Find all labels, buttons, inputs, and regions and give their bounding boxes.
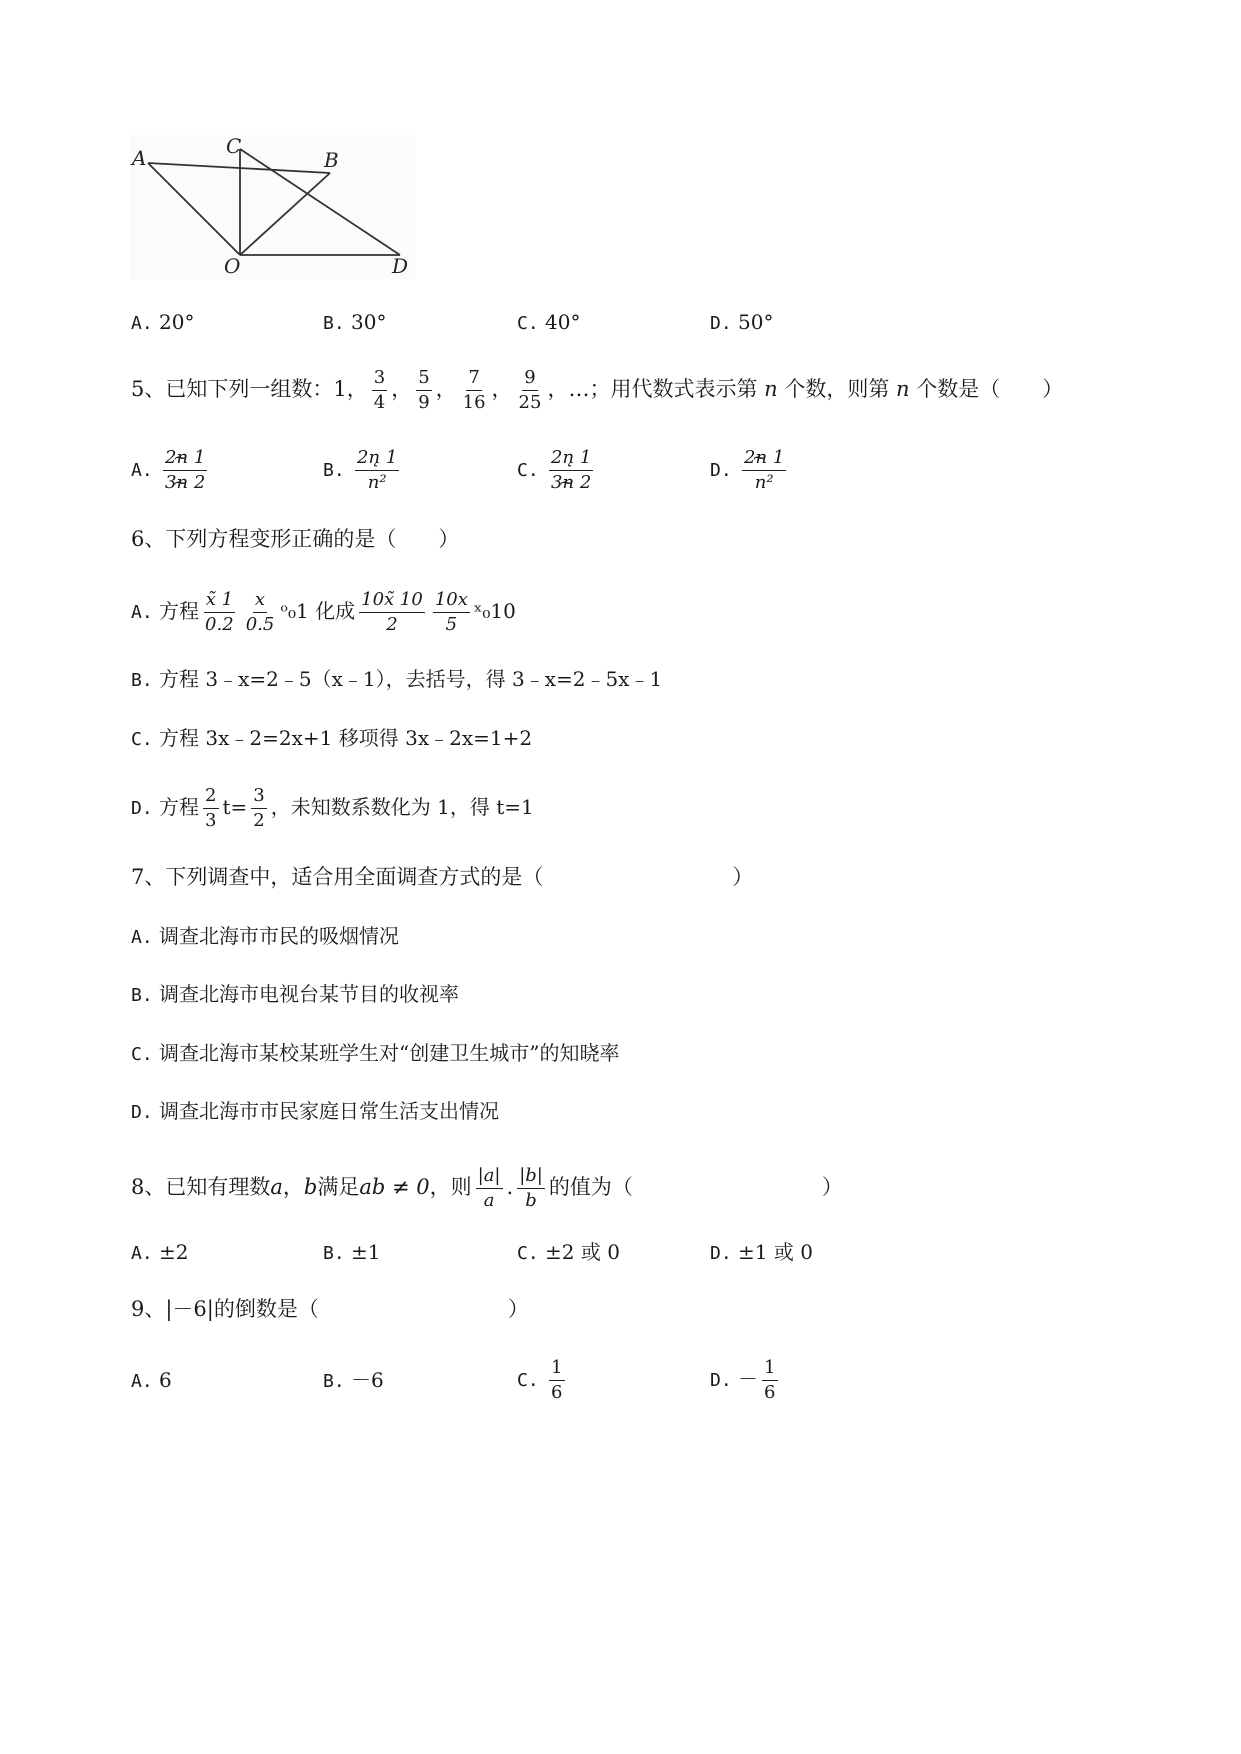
q5-option-d-fraction: $\frac{2n̴ 1}{\text{n²}}$ — [744, 447, 785, 493]
q4-option-a: A. 20° — [131, 310, 195, 334]
q8-option-b: B. ±1 — [323, 1240, 381, 1264]
q5-fraction-1: $\frac{3}{4}$ — [373, 367, 386, 413]
q6-a-fraction-1: $\frac{x̃ 1}{0.2}$ — [205, 589, 234, 635]
q8-fraction-b: $\frac{|b|}{b}$ — [519, 1165, 543, 1211]
q5-option-a: A. $\frac{2n̴ 1}{3n̴ 2}$ — [131, 447, 206, 493]
q8-stem: 8、已知有理数a，b满足ab ≠ 0，则 $\frac{|a|}{a}$ . $\frac{|b|}{b}$ 的值为（ ） — [131, 1165, 843, 1211]
q6-a-fraction-2: $\frac{x}{0.5}$ — [245, 589, 275, 635]
q7-option-b: B. 调查北海市电视台某节目的收视率 — [131, 982, 460, 1006]
q5-fraction-3: $\frac{7}{16}$ — [462, 367, 486, 413]
q7-option-d: D. 调查北海市市民家庭日常生活支出情况 — [131, 1099, 500, 1123]
q5-fraction-4: $\frac{9}{25}$ — [518, 367, 542, 413]
point-label-d: D — [392, 254, 409, 278]
q4-option-b: B. 30° — [323, 310, 387, 334]
q5-option-d: D. $\frac{2n̴ 1}{\text{n²}}$ — [710, 447, 785, 493]
q5-option-b-fraction: $\frac{2n̨ 1}{\text{n²}}$ — [357, 447, 398, 493]
q9-option-a: A. 6 — [131, 1368, 172, 1392]
q8-fraction-a: $\frac{|a|}{a}$ — [477, 1165, 501, 1211]
point-label-o: O — [224, 254, 241, 278]
q7-option-c: C. 调查北海市某校某班学生对“创建卫生城市”的知晓率 — [131, 1041, 620, 1065]
q6-stem: 6、下列方程变形正确的是（ ） — [131, 527, 460, 551]
point-label-a: A — [132, 146, 147, 170]
q6-option-c: C. 方程 3x﹣2=2x+1 移项得 3x﹣2x=1+2 — [131, 726, 533, 750]
q9-option-c: C. $\frac{1}{6}$ — [517, 1357, 563, 1403]
q9-option-c-fraction: $\frac{1}{6}$ — [551, 1357, 563, 1403]
q6-option-d: D. 方程 $\frac{2}{3}$ t= $\frac{3}{2}$ ，未知数系数化为 1，得 t=1 — [131, 785, 534, 831]
q6-option-b: B. 方程 3﹣x=2﹣5（x﹣1），去括号，得 3﹣x=2﹣5x﹣1 — [131, 667, 663, 691]
q6-a-fraction-3: $\frac{10x̃ 10}{2}$ — [361, 589, 423, 635]
q6-d-fraction-1: $\frac{2}{3}$ — [205, 785, 217, 831]
point-label-b: B — [324, 148, 339, 172]
q6-d-fraction-2: $\frac{3}{2}$ — [253, 785, 265, 831]
q5-fraction-2: $\frac{5}{9}$ — [418, 367, 430, 413]
q9-option-d-fraction: $\frac{1}{6}$ — [764, 1357, 776, 1403]
q4-option-d: D. 50° — [710, 310, 774, 334]
q8-option-d: D. ±1 或 0 — [710, 1240, 813, 1264]
q5-option-c: C. $\frac{2n̨ 1}{3n̴ 2}$ — [517, 447, 592, 493]
q5-option-c-fraction: $\frac{2n̨ 1}{3n̴ 2}$ — [551, 447, 592, 493]
q7-option-a: A. 调查北海市市民的吸烟情况 — [131, 924, 400, 948]
q9-stem: 9、|－6|的倒数是（ ） — [131, 1297, 529, 1321]
q4-option-c: C. 40° — [517, 310, 581, 334]
q6-a-fraction-4: $\frac{10x}{5}$ — [434, 589, 468, 635]
q8-option-c: C. ±2 或 0 — [517, 1240, 620, 1264]
q7-stem: 7、下列调查中，适合用全面调查方式的是（ ） — [131, 865, 754, 889]
q5-option-a-fraction: $\frac{2n̴ 1}{3n̴ 2}$ — [165, 447, 206, 493]
q9-option-b: B. －6 — [323, 1368, 384, 1392]
q5-stem: 5、已知下列一组数：1， $\frac{3}{4}$ ， $\frac{5}{9}$ ， $\frac{7}{16}$ ， $\frac{9}{25}$ ，…；用代数式表示第 n 个数，则第 n 个数是（ ） — [131, 367, 1064, 413]
q9-option-d: D. － $\frac{1}{6}$ — [710, 1357, 776, 1403]
point-label-c: C — [226, 135, 242, 158]
q5-option-b: B. $\frac{2n̨ 1}{\text{n²}}$ — [323, 447, 398, 493]
q8-option-a: A. ±2 — [131, 1240, 189, 1264]
geometry-figure — [130, 135, 415, 280]
q6-option-a: A. 方程 $\frac{x̃ 1}{0.2}$ $\frac{x}{0.5}$ ᵒ₀1 化成 $\frac{10x̃ 10}{2}$ $\frac{10x}{5}$ ˣ₀10 — [131, 589, 516, 635]
figure-background — [130, 135, 415, 280]
